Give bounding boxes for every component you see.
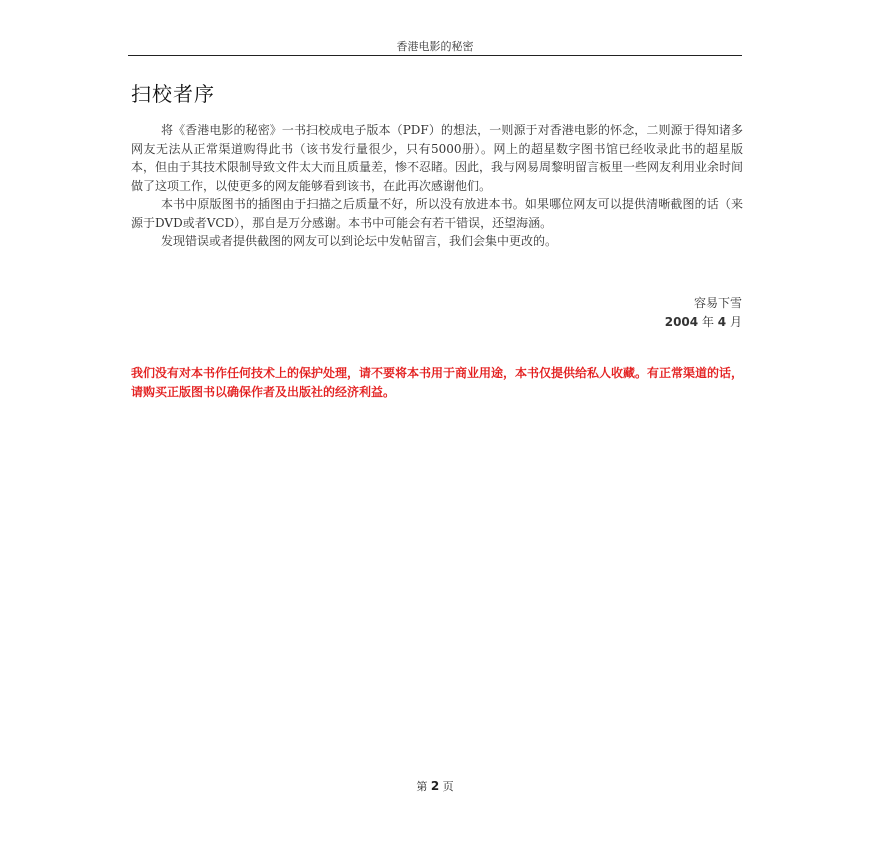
footer-prefix: 第 — [416, 780, 428, 793]
preface-body — [131, 121, 743, 251]
signature-month-suffix: 月 — [729, 314, 742, 329]
signature-year: 2004 — [664, 314, 699, 329]
paragraph-3: 发现错误或者提供截图的网友可以到论坛中发帖留言，我们会集中更改的。 — [161, 234, 558, 248]
paragraph-1: 将《香港电影的秘密》一书扫校成电子版本（PDF）的想法，一则源于对香港电影的怀念，二则源于得知诸多网友无法从正常渠道购得此书（该书发行量很少，只有5000册）。网上的超星数字图书馆已经收录此书的超星版本，但由于其技术限制导致文件太大而且质量差，惨不忍睹。因此，我与网易周黎明留言板里一些网友利用业余时间做了这项工作，以使更多的网友能够看到该书，在此再次感谢他们。 — [131, 123, 744, 193]
page-number: 2 — [430, 779, 440, 793]
header-rule — [128, 55, 742, 56]
signature-month: 4 — [717, 314, 727, 329]
signature-block — [665, 294, 742, 331]
running-header: 香港电影的秘密 — [396, 40, 474, 53]
page-title: 扫校者序 — [131, 82, 215, 106]
signature-year-suffix: 年 — [701, 314, 714, 329]
signature-date — [665, 313, 742, 332]
signature-name: 容易下雪 — [693, 296, 742, 310]
copyright-notice: 我们没有对本书作任何技术上的保护处理，请不要将本书用于商业用途，本书仅提供给私人收藏。有正常渠道的话，请购买正版图书以确保作者及出版社的经济利益。 — [131, 366, 744, 399]
page-footer — [0, 778, 870, 794]
paragraph-2: 本书中原版图书的插图由于扫描之后质量不好，所以没有放进本书。如果哪位网友可以提供清晰截图的话（来源于DVD或者VCD），那自是万分感谢。本书中可能会有若干错误，还望海涵。 — [131, 197, 743, 230]
footer-suffix: 页 — [442, 780, 454, 793]
